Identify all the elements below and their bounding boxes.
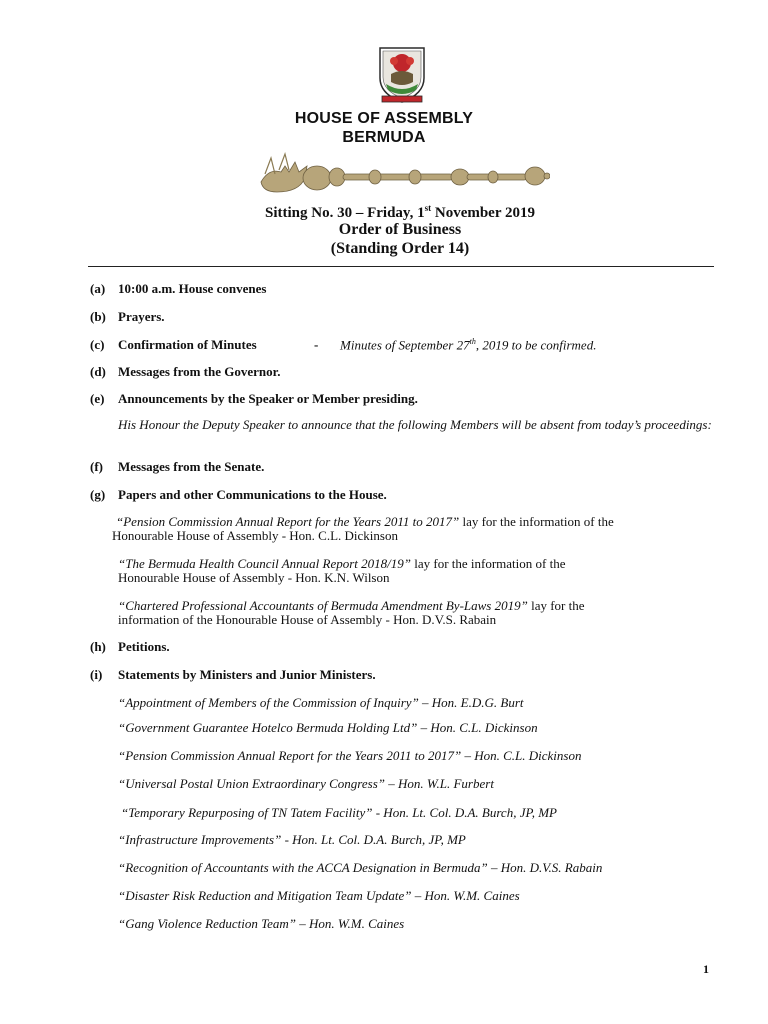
item-label: (c) bbox=[90, 337, 105, 352]
paper-title: “Pension Commission Annual Report for the Years 2011 to 2017” bbox=[116, 514, 460, 529]
item-text: 10:00 a.m. House convenes bbox=[118, 281, 267, 296]
item-label: (d) bbox=[90, 364, 106, 379]
item-label: (i) bbox=[90, 667, 103, 682]
agenda-item-i bbox=[90, 667, 376, 683]
statement-entry: “Recognition of Accountants with the ACCA Designation in Bermuda” – Hon. D.V.S. Rabain bbox=[118, 860, 603, 875]
house-of-assembly-title: HOUSE OF ASSEMBLY bbox=[294, 110, 474, 127]
item-text: Papers and other Communications to the House. bbox=[118, 487, 387, 502]
agenda-item-b bbox=[90, 309, 165, 325]
item-text: Confirmation of Minutes bbox=[118, 337, 257, 352]
minutes-dash: - bbox=[314, 337, 319, 352]
bermuda-title: BERMUDA bbox=[342, 129, 426, 146]
agenda-item-g bbox=[90, 487, 387, 503]
statement-entry: “Temporary Repurposing of TN Tatem Facility” - Hon. Lt. Col. D.A. Burch, JP, MP bbox=[121, 805, 557, 820]
item-text: Messages from the Governor. bbox=[118, 364, 281, 379]
agenda-item-d bbox=[90, 364, 280, 380]
minutes-note-sup: th bbox=[469, 337, 476, 346]
agenda-item-f bbox=[90, 459, 264, 475]
statement-entry: “Gang Violence Reduction Team” – Hon. W.M. Caines bbox=[118, 916, 405, 931]
item-label: (b) bbox=[90, 309, 106, 324]
sitting-sup: st bbox=[424, 203, 432, 213]
minutes-note-end: , 2019 to be confirmed. bbox=[475, 337, 597, 353]
sitting-text: Sitting No. 30 – Friday, 1 bbox=[265, 205, 425, 221]
statement-entry: “Pension Commission Annual Report for the Years 2011 to 2017” – Hon. C.L. Dickinson bbox=[118, 748, 582, 763]
standing-order-subtitle: (Standing Order 14) bbox=[330, 240, 470, 257]
item-label: (f) bbox=[90, 459, 103, 474]
paper-line2: Honourable House of Assembly - Hon. C.L. Dickinson bbox=[112, 528, 398, 543]
order-of-business-title: Order of Business bbox=[338, 221, 462, 238]
agenda-item-e bbox=[90, 391, 418, 407]
item-text: Petitions. bbox=[118, 639, 170, 654]
minutes-note-text: Minutes of September 27 bbox=[340, 337, 470, 353]
paper-entry bbox=[112, 514, 614, 543]
item-label: (h) bbox=[90, 639, 106, 654]
sitting-line bbox=[0, 203, 768, 222]
statement-entry: “Disaster Risk Reduction and Mitigation Team Update” – Hon. W.M. Caines bbox=[118, 888, 520, 903]
agenda-item-a bbox=[90, 281, 266, 297]
agenda-item-h bbox=[90, 639, 170, 655]
agenda-item-c bbox=[90, 337, 257, 353]
item-label: (a) bbox=[90, 281, 106, 296]
statement-entry: “Infrastructure Improvements” - Hon. Lt. Col. D.A. Burch, JP, MP bbox=[118, 832, 466, 847]
item-text: Statements by Ministers and Junior Ministers. bbox=[118, 667, 376, 682]
header-divider bbox=[88, 266, 714, 267]
statement-entry: “Universal Postal Union Extraordinary Congress” – Hon. W.L. Furbert bbox=[118, 776, 494, 791]
item-text: Messages from the Senate. bbox=[118, 459, 265, 474]
announcement-paragraph: His Honour the Deputy Speaker to announce that the following Members will be absent from today’s proceedings: bbox=[118, 417, 712, 432]
page-number: 1 bbox=[703, 962, 709, 976]
statement-entry: “Government Guarantee Hotelco Bermuda Holding Ltd” – Hon. C.L. Dickinson bbox=[118, 720, 538, 735]
paper-line1: lay for the information of the bbox=[459, 514, 614, 529]
paper-line2: information of the Honourable House of Assembly - Hon. D.V.S. Rabain bbox=[118, 612, 497, 627]
ceremonial-mace-icon bbox=[255, 148, 550, 200]
statement-entry: “Appointment of Members of the Commission of Inquiry” – Hon. E.D.G. Burt bbox=[118, 695, 524, 710]
paper-title: “The Bermuda Health Council Annual Report 2018/19” bbox=[118, 556, 411, 571]
item-text: Prayers. bbox=[118, 309, 165, 324]
paper-entry bbox=[118, 557, 566, 585]
item-label: (e) bbox=[90, 391, 105, 406]
paper-entry bbox=[118, 599, 585, 627]
paper-line2: Honourable House of Assembly - Hon. K.N. Wilson bbox=[118, 570, 390, 585]
item-text: Announcements by the Speaker or Member presiding. bbox=[118, 391, 418, 406]
paper-line1: lay for the bbox=[527, 598, 585, 613]
minutes-note bbox=[340, 337, 596, 353]
item-label: (g) bbox=[90, 487, 106, 502]
sitting-date: November 2019 bbox=[431, 205, 535, 221]
paper-line1: lay for the information of the bbox=[410, 556, 566, 571]
paper-title: “Chartered Professional Accountants of Bermuda Amendment By-Laws 2019” bbox=[118, 598, 528, 613]
bermuda-coat-of-arms-icon bbox=[372, 44, 432, 106]
